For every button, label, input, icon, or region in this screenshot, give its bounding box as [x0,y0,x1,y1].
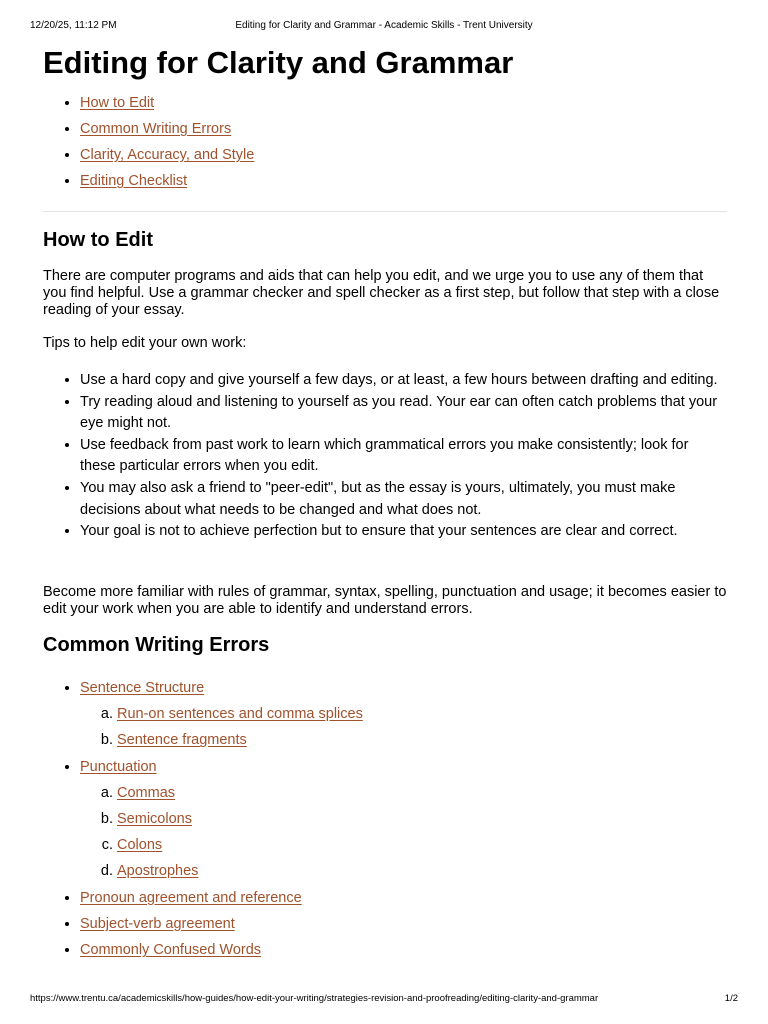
toc-item [80,142,254,168]
toc-item [80,168,254,194]
tip-item: • Try reading aloud and listening to yourself as you read. Your ear can often catch problems that your eye might not. [80,392,727,435]
link-commonly-confused-words[interactable]: Commonly Confused Words [80,942,262,959]
heading-how-to-edit: How to Edit [43,229,153,251]
print-page-number: 1/2 [724,993,738,1004]
link-run-on-sentences[interactable]: Run-on sentences and comma splices [117,706,363,723]
table-of-contents [43,90,254,194]
print-header [30,19,738,33]
link-sentence-fragments[interactable]: Sentence fragments [117,732,247,749]
error-topic-item [80,911,363,937]
link-punctuation[interactable]: Punctuation [80,758,157,775]
subtopic-item [117,832,363,858]
tip-item: • You may also ask a friend to "peer-edit", but as the essay is yours, ultimately, you must make decisions about what needs to be changed and what does not. [80,478,727,521]
toc-link-clarity-accuracy-style[interactable]: Clarity, Accuracy, and Style [80,147,255,163]
sentence-structure-sublist [80,701,363,753]
tips-list [43,370,727,543]
print-datetime: 12/20/25, 11:12 PM [30,20,117,31]
link-colons[interactable]: Colons [117,837,163,854]
subtopic-item [117,701,363,727]
link-sentence-structure[interactable]: Sentence Structure [80,680,205,696]
link-commas[interactable]: Commas [117,784,176,801]
print-url: https://www.trentu.ca/academicskills/how-guides/how-edit-your-writing/strategies-revision-and-proofreading/editing-clarity-and-grammar [30,993,599,1004]
how-to-edit-closing: Become more familiar with rules of grammar, syntax, spelling, punctuation and usage; it becomes easier to edit your work when you are able to identify and understand errors. [43,584,727,617]
error-topic-item [80,754,363,885]
toc-item [80,116,254,142]
how-to-edit-intro: There are computer programs and aids that can help you edit, and we urge you to use any of them that you find helpful. Use a grammar checker and spell checker as a first step, but follow that step with a close reading of your essay. [43,268,720,318]
section-divider [43,211,727,212]
error-topic-item [80,885,363,911]
tip-item: • Your goal is not to achieve perfection but to ensure that your sentences are clear and correct. [80,521,727,543]
link-apostrophes[interactable]: Apostrophes [117,863,199,880]
subtopic-item [117,727,363,753]
tip-item: • Use feedback from past work to learn which grammatical errors you make consistently; look for these particular errors when you edit. [80,435,727,478]
subtopic-item [117,806,363,832]
error-topic-item [80,675,363,754]
link-semicolons[interactable]: Semicolons [117,811,192,828]
common-errors-list [43,675,363,963]
toc-link-editing-checklist[interactable]: Editing Checklist [80,173,188,189]
print-page-title: Editing for Clarity and Grammar - Academic Skills - Trent University [235,20,533,31]
toc-item [80,90,254,116]
error-topic-item [80,937,363,963]
page-title: Editing for Clarity and Grammar [43,45,514,80]
print-footer [30,992,738,1006]
tips-intro: Tips to help edit your own work: [43,335,247,351]
link-pronoun-agreement[interactable]: Pronoun agreement and reference [80,889,302,906]
tip-item: • Use a hard copy and give yourself a few days, or at least, a few hours between drafting and editing. [80,370,727,392]
toc-link-how-to-edit[interactable]: How to Edit [80,95,155,111]
punctuation-sublist [80,780,363,885]
subtopic-item [117,858,363,884]
link-subject-verb-agreement[interactable]: Subject-verb agreement [80,915,235,932]
toc-link-common-writing-errors[interactable]: Common Writing Errors [80,121,232,137]
subtopic-item [117,780,363,806]
heading-common-writing-errors: Common Writing Errors [43,634,270,656]
